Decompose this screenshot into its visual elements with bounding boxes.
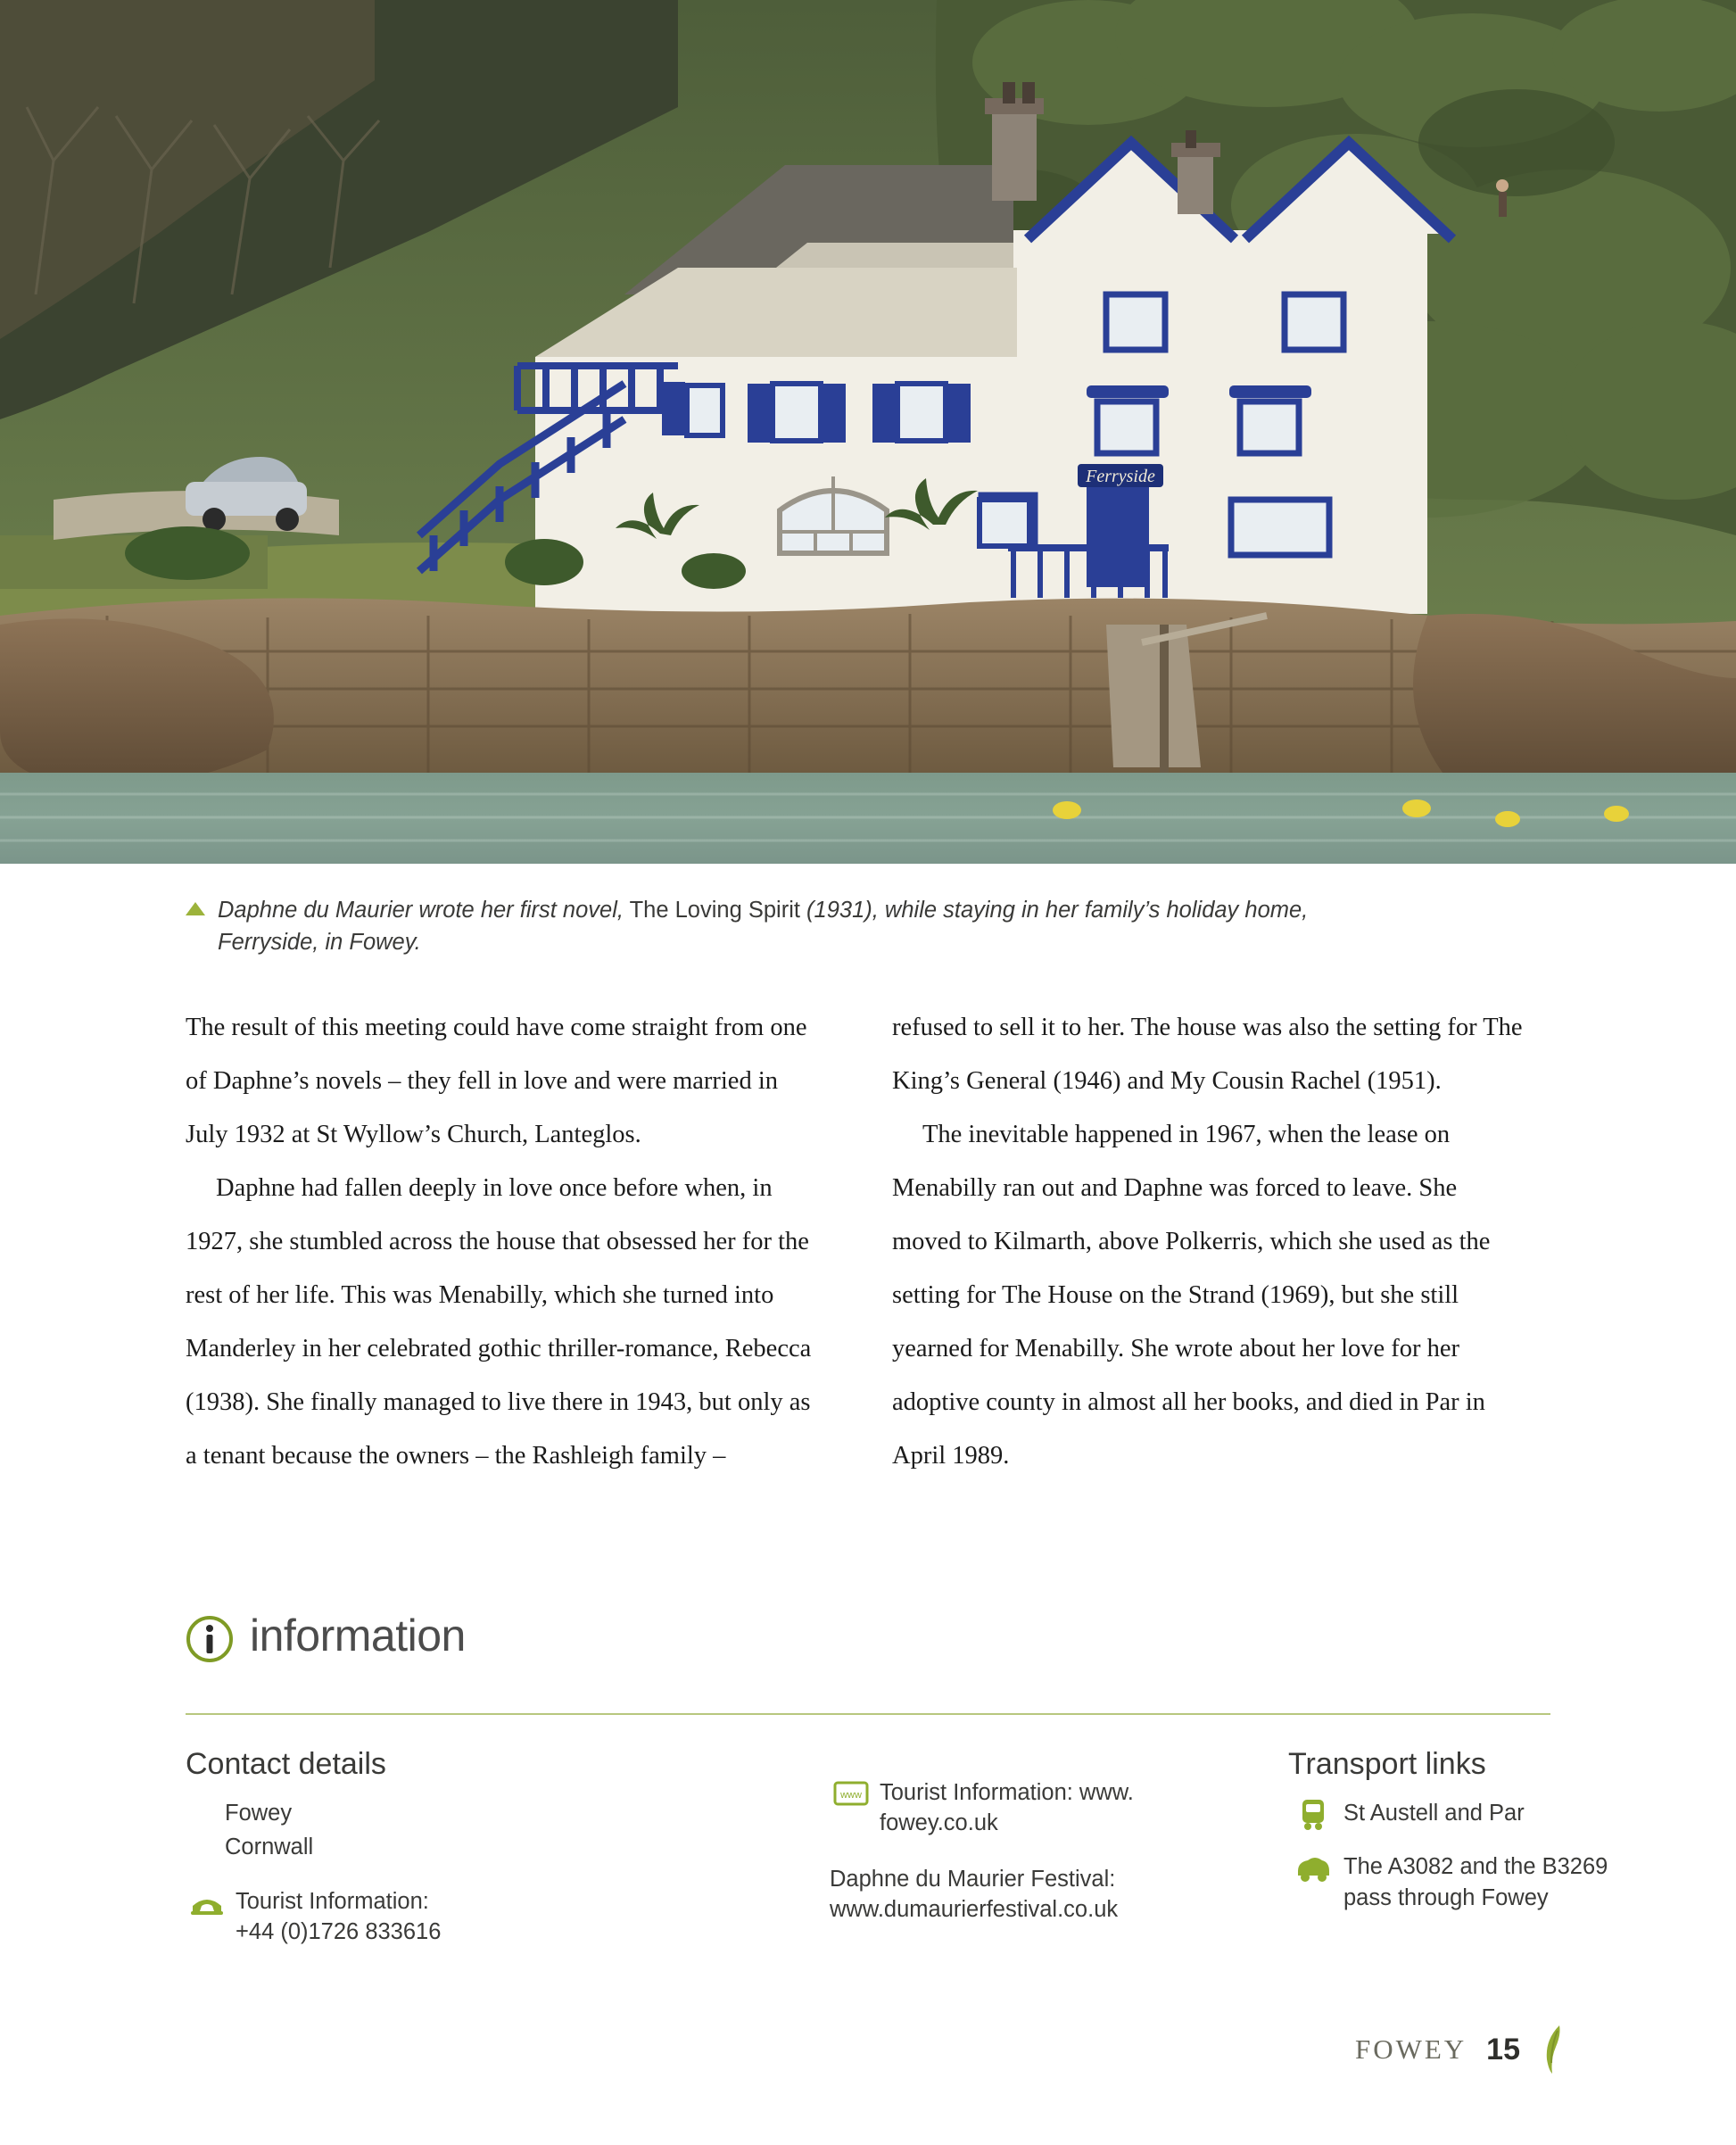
- tourist-info-phone-label: Tourist Information:: [236, 1888, 429, 1914]
- web-details-column: [830, 1747, 1240, 1926]
- address-line-1: Fowey: [225, 1801, 293, 1826]
- page-number: 15: [1486, 2032, 1520, 2066]
- caption-part-3: (1931), while staying in her family’s holiday home, Ferryside, in Fowey.: [218, 898, 1309, 956]
- house-name-sign: Ferryside: [1086, 467, 1155, 486]
- tourist-info-web-row: [830, 1777, 1240, 1839]
- train-row: [1288, 1798, 1645, 1828]
- telephone-icon: [189, 1888, 225, 1917]
- footer-place-name: FOWEY: [1354, 2033, 1467, 2065]
- festival-row: [830, 1864, 1240, 1926]
- bus-text: The A3082 and the B3269 pass through Fowey: [1343, 1854, 1608, 1910]
- caption-part-1: Daphne du Maurier wrote her first novel,: [218, 898, 624, 923]
- contact-details-column: [186, 1747, 632, 1948]
- tourist-info-web-line-1: Tourist Information: www.: [880, 1780, 1134, 1805]
- svg-text:www: www: [840, 1790, 862, 1801]
- tourist-info-phone-row: [186, 1886, 632, 1948]
- festival-url: www.dumaurierfestival.co.uk: [830, 1897, 1119, 1923]
- bus-icon: [1295, 1851, 1331, 1885]
- feather-icon: [1540, 2024, 1567, 2075]
- article-right-column: [892, 1001, 1525, 1483]
- hero-photo-illustration: [0, 0, 1736, 864]
- triangle-up-icon: [186, 902, 205, 915]
- hero-photo: [0, 0, 1736, 864]
- festival-label: Daphne du Maurier Festival:: [830, 1866, 1116, 1892]
- www-icon: [833, 1779, 869, 1808]
- caption-part-2: The Loving Spirit: [629, 898, 800, 923]
- paragraph-2: Daphne had fallen deeply in love once before when, in 1927, she stumbled across the house that obsessed her for the rest of her life. This was Menabilly, which she turned into Manderley in her celebrated gothic thriller-romance, Rebecca (1938). She finally managed to live there in 1943, but only as a tenant because the owners – the Rashleigh family –: [186, 1174, 812, 1470]
- tourist-info-web-line-2: fowey.co.uk: [880, 1810, 998, 1836]
- section-divider: [186, 1713, 1550, 1715]
- transport-links-heading: Transport links: [1288, 1747, 1486, 1781]
- tourist-info-phone-number: +44 (0)1726 833616: [236, 1919, 442, 1945]
- info-circle-icon: [186, 1615, 234, 1663]
- article-left-column: [186, 1001, 819, 1483]
- paragraph-1: The result of this meeting could have come straight from one of Daphne’s novels – they fell in love and were married in July 1932 at St Wyllow’s Church, Lanteglos.: [186, 1014, 807, 1148]
- paragraph-3: refused to sell it to her. The house was also the setting for The King’s General (1946) and My Cousin Rachel (1951).: [892, 1014, 1523, 1095]
- information-section: [186, 1611, 1550, 1670]
- train-text: St Austell and Par: [1343, 1801, 1525, 1826]
- contact-details-heading: Contact details: [186, 1747, 386, 1781]
- train-icon: [1295, 1798, 1331, 1832]
- paragraph-4: The inevitable happened in 1967, when the lease on Menabilly ran out and Daphne was forced to leave. She moved to Kilmarth, above Polkerris, which she used as the setting for The House on the Strand (1969), but she still yearned for Menabilly. She wrote about her love for her adoptive county in almost all her books, and died in Par in April 1989.: [892, 1121, 1491, 1470]
- information-title: information: [250, 1611, 466, 1661]
- photo-caption: [186, 894, 1399, 958]
- page-footer: [1355, 2024, 1567, 2075]
- address-line-2: Cornwall: [225, 1834, 314, 1860]
- transport-links-column: [1288, 1747, 1645, 1913]
- bus-row: [1288, 1851, 1645, 1913]
